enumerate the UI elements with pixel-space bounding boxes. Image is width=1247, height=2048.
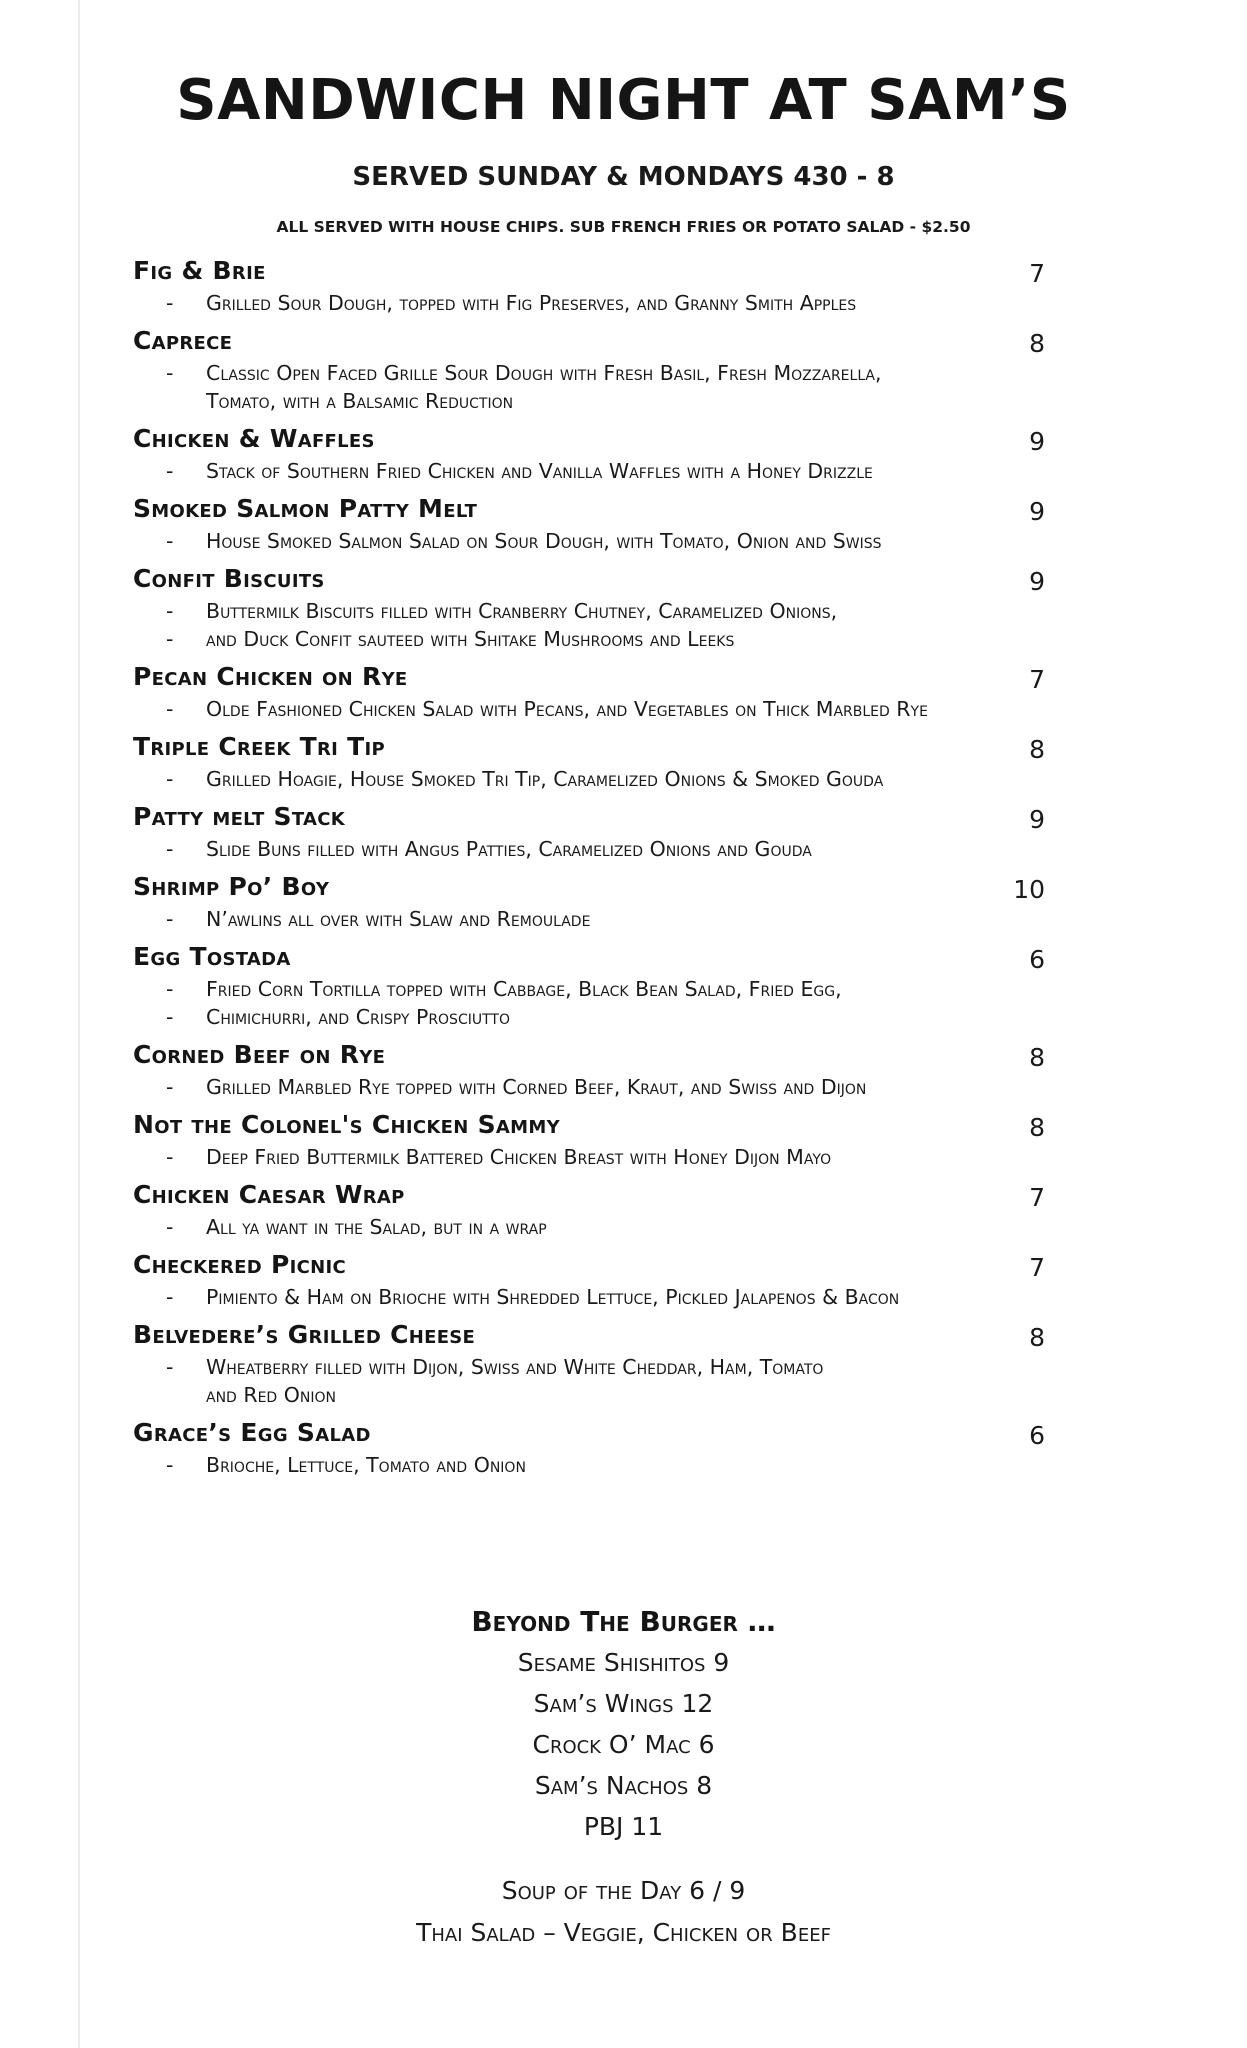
beyond-the-burger-section <box>0 1602 1247 1847</box>
menu-item-description-text: Grilled Hoagie, House Smoked Tri Tip, Caramelized Onions & Smoked Gouda <box>206 767 884 791</box>
menu-item <box>133 421 1063 485</box>
menu-item-description-text: Grilled Sour Dough, topped with Fig Preserves, and Granny Smith Apples <box>206 291 857 315</box>
bullet-dash: - <box>166 627 174 651</box>
menu-item-description-text: Chimichurri, and Crispy Prosciutto <box>206 1005 510 1029</box>
menu-item-name: Patty melt Stack <box>133 802 346 831</box>
bullet-dash: - <box>166 599 174 623</box>
menu-item-description-text: and Duck Confit sauteed with Shitake Mushrooms and Leeks <box>206 627 735 651</box>
menu-item-name: Not the Colonel's Chicken Sammy <box>133 1110 560 1139</box>
menu-item-description <box>133 457 1063 485</box>
menu-item <box>133 323 1063 415</box>
menu-item-description <box>133 1073 1063 1101</box>
bullet-dash: - <box>166 1453 174 1477</box>
menu-item-description-text: and Red Onion <box>206 1383 336 1407</box>
menu-item <box>133 1415 1063 1479</box>
menu-item-description-text: Deep Fried Buttermilk Battered Chicken Breast with Honey Dijon Mayo <box>206 1145 832 1169</box>
sides-note: ALL SERVED WITH HOUSE CHIPS. SUB FRENCH FRIES OR POTATO SALAD - $2.50 <box>276 218 971 236</box>
menu-item-description <box>133 835 1063 863</box>
bullet-dash: - <box>166 907 174 931</box>
bullet-dash: - <box>166 529 174 553</box>
menu-item-description <box>133 527 1063 555</box>
bullet-dash: - <box>166 291 174 315</box>
menu-item-price: 8 <box>1029 1323 1045 1352</box>
menu-item-name: Shrimp Po’ Boy <box>133 872 330 901</box>
menu-item-price: 7 <box>1029 259 1045 288</box>
menu-item-name: Grace’s Egg Salad <box>133 1418 371 1447</box>
menu-item-price: 8 <box>1029 329 1045 358</box>
menu-item-price: 9 <box>1029 805 1045 834</box>
menu-item-name: Confit Biscuits <box>133 564 325 593</box>
bullet-dash: - <box>166 1355 174 1379</box>
menu-item-description <box>133 597 1063 625</box>
menu-item <box>133 253 1063 317</box>
menu-item-description-text: Buttermilk Biscuits filled with Cranberry Chutney, Caramelized Onions, <box>206 599 838 623</box>
bullet-dash: - <box>166 361 174 385</box>
menu-item-price: 7 <box>1029 1253 1045 1282</box>
menu-item-description-text: All ya want in the Salad, but in a wrap <box>206 1215 547 1239</box>
thai-salad: Thai Salad – Veggie, Chicken or Beef <box>416 1918 831 1947</box>
menu-item <box>133 939 1063 1031</box>
bullet-dash: - <box>166 697 174 721</box>
menu-item-price: 9 <box>1029 567 1045 596</box>
menu-item-description-text: Grilled Marbled Rye topped with Corned Beef, Kraut, and Swiss and Dijon <box>206 1075 867 1099</box>
menu-item <box>133 1037 1063 1101</box>
menu-item-description <box>133 1143 1063 1171</box>
menu-item <box>133 869 1063 933</box>
menu-item <box>133 1177 1063 1241</box>
bullet-dash: - <box>166 1215 174 1239</box>
menu-item-name: Chicken & Waffles <box>133 424 375 453</box>
menu-item-price: 10 <box>1013 875 1045 904</box>
side-item: Sam’s Nachos 8 <box>534 1771 713 1800</box>
bullet-dash: - <box>166 1005 174 1029</box>
menu-item-description <box>133 625 1063 653</box>
menu-item <box>133 561 1063 653</box>
menu-item-description-text: Brioche, Lettuce, Tomato and Onion <box>206 1453 526 1477</box>
menu-item-name: Pecan Chicken on Rye <box>133 662 408 691</box>
side-item: PBJ 11 <box>583 1812 664 1841</box>
menu-item <box>133 799 1063 863</box>
menu-item-price: 6 <box>1029 945 1045 974</box>
side-item: Sesame Shishitos 9 <box>517 1648 730 1677</box>
menu-item-price: 8 <box>1029 1113 1045 1142</box>
bullet-dash: - <box>166 1075 174 1099</box>
side-item: Sam’s Wings 12 <box>533 1689 714 1718</box>
menu-item-description <box>133 387 1063 415</box>
menu-item-description <box>133 905 1063 933</box>
side-item: Crock O’ Mac 6 <box>532 1730 715 1759</box>
menu-item <box>133 1247 1063 1311</box>
menu-item-description-text: N’awlins all over with Slaw and Remoulade <box>206 907 591 931</box>
menu-item <box>133 659 1063 723</box>
beyond-the-burger-title: Beyond The Burger … <box>471 1605 776 1638</box>
menu-item-name: Smoked Salmon Patty Melt <box>133 494 478 523</box>
menu-item-price: 6 <box>1029 1421 1045 1450</box>
menu-item-description-text: Classic Open Faced Grille Sour Dough with Fresh Basil, Fresh Mozzarella, <box>206 361 882 385</box>
menu-item-description-text: Stack of Southern Fried Chicken and Vanilla Waffles with a Honey Drizzle <box>206 459 873 483</box>
menu-item-description <box>133 1213 1063 1241</box>
menu-item-description <box>133 765 1063 793</box>
bullet-dash: - <box>166 1145 174 1169</box>
menu-item-description-text: Olde Fashioned Chicken Salad with Pecans, and Vegetables on Thick Marbled Rye <box>206 697 928 721</box>
bullet-dash: - <box>166 977 174 1001</box>
menu-item-description <box>133 1381 1063 1409</box>
menu-item-description-text: Wheatberry filled with Dijon, Swiss and White Cheddar, Ham, Tomato <box>206 1355 824 1379</box>
menu-item <box>133 1317 1063 1409</box>
bottom-specials <box>0 1870 1247 1954</box>
menu-item-description <box>133 1353 1063 1381</box>
menu-item-description <box>133 289 1063 317</box>
menu-item-name: Caprece <box>133 326 233 355</box>
menu-item-name: Checkered Picnic <box>133 1250 346 1279</box>
menu-item <box>133 1107 1063 1171</box>
menu-item-description <box>133 1451 1063 1479</box>
menu-item-price: 7 <box>1029 1183 1045 1212</box>
service-hours: SERVED SUNDAY & MONDAYS 430 - 8 <box>352 162 895 192</box>
menu-item-description <box>133 695 1063 723</box>
menu-item-description-text: Fried Corn Tortilla topped with Cabbage, Black Bean Salad, Fried Egg, <box>206 977 842 1001</box>
menu-item-name: Triple Creek Tri Tip <box>133 732 385 761</box>
menu-item-price: 7 <box>1029 665 1045 694</box>
menu-item-price: 8 <box>1029 735 1045 764</box>
menu-item-description <box>133 1283 1063 1311</box>
bullet-dash: - <box>166 459 174 483</box>
menu-item-name: Corned Beef on Rye <box>133 1040 386 1069</box>
menu-item-name: Belvedere’s Grilled Cheese <box>133 1320 476 1349</box>
menu-item-description <box>133 1003 1063 1031</box>
bullet-dash: - <box>166 767 174 791</box>
menu-item-description-text: Pimiento & Ham on Brioche with Shredded Lettuce, Pickled Jalapenos & Bacon <box>206 1285 900 1309</box>
soup-of-the-day: Soup of the Day 6 / 9 <box>501 1876 746 1905</box>
menu-item <box>133 491 1063 555</box>
sandwich-menu-list <box>133 253 1063 1479</box>
menu-item-price: 8 <box>1029 1043 1045 1072</box>
menu-item-description <box>133 975 1063 1003</box>
menu-item-price: 9 <box>1029 497 1045 526</box>
page-title: SANDWICH NIGHT AT SAM’S <box>176 68 1071 133</box>
menu-item-description-text: Slide Buns filled with Angus Patties, Caramelized Onions and Gouda <box>206 837 812 861</box>
menu-item-description <box>133 359 1063 387</box>
menu-item-name: Egg Tostada <box>133 942 291 971</box>
menu-item <box>133 729 1063 793</box>
menu-item-description-text: House Smoked Salmon Salad on Sour Dough, with Tomato, Onion and Swiss <box>206 529 882 553</box>
menu-item-price: 9 <box>1029 427 1045 456</box>
bullet-dash: - <box>166 837 174 861</box>
menu-item-name: Chicken Caesar Wrap <box>133 1180 405 1209</box>
menu-item-description-text: Tomato, with a Balsamic Reduction <box>206 389 514 413</box>
menu-item-name: Fig & Brie <box>133 256 266 285</box>
bullet-dash: - <box>166 1285 174 1309</box>
